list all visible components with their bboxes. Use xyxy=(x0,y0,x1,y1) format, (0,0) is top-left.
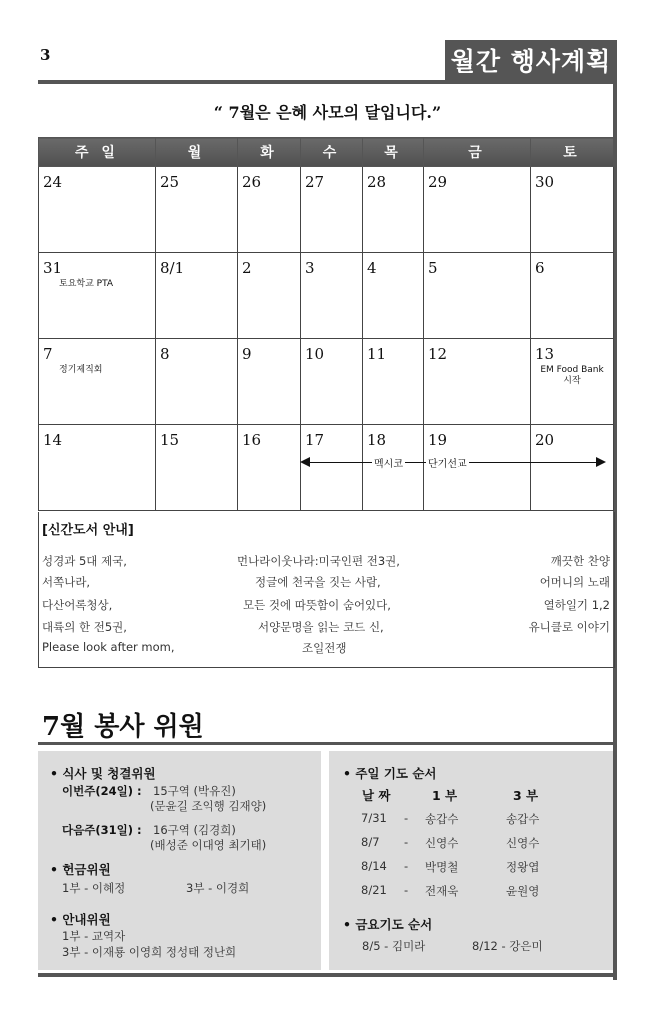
col-part3: 3 부 xyxy=(513,788,539,803)
monthly-theme-quote: “ 7월은 은혜 사모의 달입니다.” xyxy=(213,103,442,122)
book-title: 유니클로 이야기 xyxy=(528,620,610,634)
book-title: 성경과 5대 제국, xyxy=(42,554,127,568)
book-title: 어머니의 노래 xyxy=(539,575,610,589)
calendar-day xyxy=(531,425,614,511)
day-number: 3 xyxy=(305,259,315,277)
prayer-part3: 송갑수 xyxy=(506,812,540,826)
calendar-day xyxy=(39,425,156,511)
col-part1: 1 부 xyxy=(432,788,458,803)
meal-committee-heading: • 식사 및 청결위원 xyxy=(50,766,156,781)
weekday-fri: 금 xyxy=(424,138,531,167)
day-number: 2 xyxy=(242,259,252,277)
frame-bottom-border xyxy=(38,973,617,977)
calendar-day xyxy=(301,253,363,339)
calendar-week-row xyxy=(39,253,614,339)
service-section-title: 7월 봉사 위원 xyxy=(42,712,204,742)
calendar-day xyxy=(238,253,301,339)
book-title: 대륙의 한 전5권, xyxy=(42,620,127,634)
usher-part1: 1부 - 교역자 xyxy=(62,929,126,943)
prayer-part1: 송갑수 xyxy=(425,812,459,826)
offering-part1: 1부 - 이혜정 xyxy=(62,881,126,895)
event-note: EM Food Bank 시작 xyxy=(540,365,604,386)
day-number: 9 xyxy=(242,345,252,363)
prayer-dash: - xyxy=(404,883,409,897)
calendar-day xyxy=(238,339,301,425)
arrow-right-icon xyxy=(596,457,606,467)
calendar-day xyxy=(531,253,614,339)
prayer-date: 8/7 xyxy=(361,835,380,849)
day-number: 17 xyxy=(305,431,325,449)
calendar-week-row xyxy=(39,339,614,425)
weekday-thu: 목 xyxy=(363,138,424,167)
this-week-value: 15구역 (박유진) xyxy=(153,784,236,798)
friday-prayer-item: 8/12 - 강은미 xyxy=(472,939,543,953)
arrow-left-icon xyxy=(300,457,310,467)
page-number: 3 xyxy=(40,46,51,64)
day-number: 15 xyxy=(160,431,180,449)
page-title: 월간 행사계획 xyxy=(445,40,617,80)
prayer-date: 8/14 xyxy=(361,859,387,873)
calendar-day xyxy=(531,339,614,425)
prayer-part1: 전재욱 xyxy=(425,884,459,898)
book-title: 먼나라이웃나라:미국인편 전3권, xyxy=(237,554,400,568)
span-event-label-1: 멕시코 xyxy=(372,455,405,470)
calendar-day xyxy=(156,339,238,425)
day-number: 27 xyxy=(305,173,325,191)
day-number: 11 xyxy=(367,345,387,363)
next-week-members: (배성준 이대영 최기태) xyxy=(150,838,267,852)
new-books-title: [신간도서 안내] xyxy=(42,523,134,538)
calendar-table xyxy=(38,137,614,511)
book-title: Please look after mom, xyxy=(42,640,175,654)
day-number: 5 xyxy=(428,259,438,277)
sunday-prayer-heading: • 주일 기도 순서 xyxy=(343,766,437,781)
event-note: 토요학교 PTA xyxy=(59,279,114,289)
calendar-day xyxy=(301,425,363,511)
calendar-day xyxy=(363,167,424,253)
prayer-date: 8/21 xyxy=(361,883,387,897)
calendar-day xyxy=(301,339,363,425)
day-number: 29 xyxy=(428,173,448,191)
offering-part3: 3부 - 이경희 xyxy=(186,881,250,895)
title-rule xyxy=(38,80,617,84)
day-number: 24 xyxy=(43,173,63,191)
day-number: 12 xyxy=(428,345,448,363)
weekday-header-row xyxy=(39,138,614,167)
this-week-members: (문윤길 조익행 김재양) xyxy=(150,799,267,813)
book-title: 열하일기 1,2 xyxy=(543,598,610,612)
prayer-part1: 박명철 xyxy=(425,860,459,874)
day-number: 16 xyxy=(242,431,262,449)
day-number: 4 xyxy=(367,259,377,277)
day-number: 8 xyxy=(160,345,170,363)
calendar-day xyxy=(238,167,301,253)
day-number: 31 xyxy=(43,259,63,277)
day-number: 7 xyxy=(43,345,53,363)
weekday-wed: 수 xyxy=(301,138,363,167)
prayer-dash: - xyxy=(404,811,409,825)
day-number: 25 xyxy=(160,173,180,191)
calendar-day xyxy=(39,167,156,253)
calendar-day xyxy=(156,253,238,339)
calendar-day xyxy=(156,167,238,253)
book-title: 조일전쟁 xyxy=(302,641,347,655)
calendar-day xyxy=(39,339,156,425)
day-number: 6 xyxy=(535,259,545,277)
col-date: 날 짜 xyxy=(362,788,391,803)
book-title: 정글에 천국을 짓는 사람, xyxy=(255,575,381,589)
prayer-part3: 정왕엽 xyxy=(506,860,540,874)
day-number: 10 xyxy=(305,345,325,363)
calendar-day xyxy=(39,253,156,339)
friday-prayer-heading: • 금요기도 순서 xyxy=(343,917,433,932)
weekday-tue: 화 xyxy=(238,138,301,167)
day-number: 14 xyxy=(43,431,63,449)
day-number: 13 xyxy=(535,345,555,363)
calendar-day xyxy=(156,425,238,511)
calendar-week-row xyxy=(39,167,614,253)
prayer-dash: - xyxy=(404,859,409,873)
calendar-day xyxy=(424,253,531,339)
prayer-dash: - xyxy=(404,835,409,849)
event-note: 정기제직회 xyxy=(59,365,103,375)
span-event-label-2: 단기선교 xyxy=(426,455,469,470)
book-title: 모든 것에 따뜻함이 숨어있다, xyxy=(243,598,391,612)
calendar-day xyxy=(424,339,531,425)
day-number: 30 xyxy=(535,173,555,191)
weekday-mon: 월 xyxy=(156,138,238,167)
day-number: 18 xyxy=(367,431,387,449)
book-title: 다산어록청상, xyxy=(42,598,113,612)
calendar-day xyxy=(363,253,424,339)
book-title: 서쪽나라, xyxy=(42,575,91,589)
day-number: 20 xyxy=(535,431,555,449)
book-title: 서양문명을 읽는 코드 신, xyxy=(258,620,384,634)
day-number: 19 xyxy=(428,431,448,449)
next-week-value: 16구역 (김경희) xyxy=(153,823,236,837)
usher-part3: 3부 - 이재룡 이영희 정성태 정난희 xyxy=(62,945,237,959)
weekday-sun: 주 일 xyxy=(39,138,156,167)
book-title: 깨끗한 찬양 xyxy=(550,554,610,568)
day-number: 8/1 xyxy=(160,259,185,277)
prayer-part3: 윤원영 xyxy=(506,884,540,898)
this-week-label: 이번주(24일) : xyxy=(62,784,142,798)
calendar-day xyxy=(531,167,614,253)
calendar-day xyxy=(424,167,531,253)
calendar-week-row xyxy=(39,425,614,511)
usher-committee-heading: • 안내위원 xyxy=(50,912,111,927)
calendar-day xyxy=(301,167,363,253)
day-number: 28 xyxy=(367,173,387,191)
day-number: 26 xyxy=(242,173,262,191)
calendar-day xyxy=(363,339,424,425)
prayer-part1: 신영수 xyxy=(425,836,459,850)
prayer-date: 7/31 xyxy=(361,811,387,825)
calendar-day xyxy=(238,425,301,511)
prayer-part3: 신영수 xyxy=(506,836,540,850)
next-week-label: 다음주(31일) : xyxy=(62,823,142,837)
friday-prayer-item: 8/5 - 김미라 xyxy=(362,939,426,953)
offering-committee-heading: • 헌금위원 xyxy=(50,862,111,877)
weekday-sat: 토 xyxy=(531,138,614,167)
